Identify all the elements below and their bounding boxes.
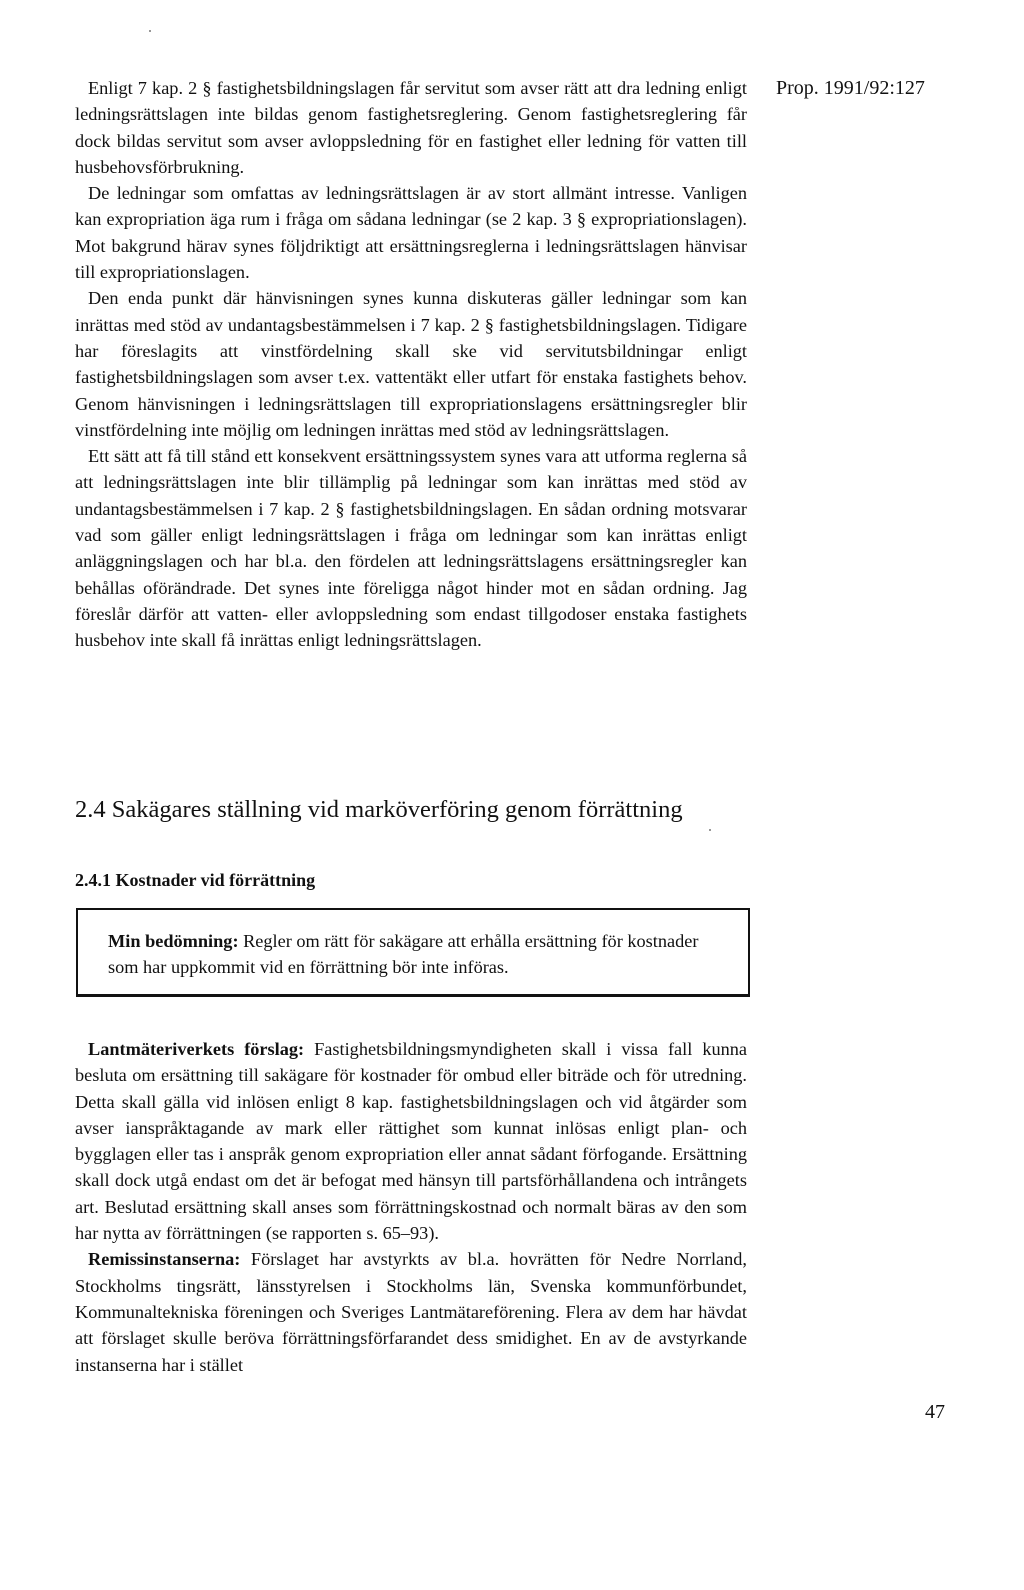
paragraph-label: Lantmäteriverkets förslag:: [88, 1039, 305, 1059]
paragraph: Ett sätt att få till stånd ett konsekvent ersättningssystem synes vara att utforma reglerna så att ledningsrättslagen inte blir tillämplig på ledningar som kan inrättas med stöd av undantagsbestämmelsen i 7 kap. 2 § fastighetsbildningslagen. En sådan ordning motsvarar vad som gäller enligt ledningsrättslagen i fråga om ledningar som kan inrättas enligt anläggningslagen och har bl.a. den fördelen att ledningsrättslagens ersättningsregler kan behållas oförändrade. Det synes inte föreligga något hinder mot en sådan ordning. Jag föreslår därför att vatten- eller avloppsledning som endast tillgodoser enstaka fastighets husbehov inte skall få inrättas enligt ledningsrättslagen.: [75, 446, 747, 651]
paragraph-body: Fastighetsbildningsmyndigheten skall i vissa fall kunna besluta om ersättning till sakägare för kostnader för ombud eller biträde och för utredning. Detta skall gälla vid inlösen enligt 8 kap. fastighetsbildningslagen och vid åtgärder som avser ianspråktagande av mark eller rättighet som kunnat inlösas enligt plan- och bygglagen eller tas i anspråk genom expropriation eller annat sådant förfogande. Ersättning skall dock utgå endast om det är befogat med hänsyn till partsförhållandena och intrångets art. Beslutad ersättning skall anses som förrättningskostnad och normalt bäras av den som har nytta av förrättningen (se rapporten s. 65–93).: [75, 1039, 747, 1244]
proposition-reference: Prop. 1991/92:127: [776, 77, 925, 99]
paragraph: De ledningar som omfattas av ledningsrättslagen är av stort allmänt intresse. Vanligen kan expropriation äga rum i fråga om sådana ledningar (se 2 kap. 3 § expropriationslagen). Mot bakgrund härav synes följdriktigt att ersättningsreglerna i ledningsrättslagen hänvisar till expropriationslagen.: [75, 183, 747, 283]
section-heading: 2.4 Sakägares ställning vid marköverföring genom förrättning: [75, 796, 683, 823]
assessment-label: Min bedömning:: [108, 931, 239, 951]
subsection-heading: 2.4.1 Kostnader vid förrättning: [75, 870, 316, 890]
paragraph: Enligt 7 kap. 2 § fastighetsbildningslagen får servitut som avser rätt att dra ledning enligt ledningsrättslagen inte bildas genom fastighetsreglering. Genom fastighetsreglering får dock bildas servitut som avser avloppsledning för en fastighet eller ledning för vatten till husbehovsförbrukning.: [75, 78, 747, 177]
scan-speck: [709, 829, 711, 831]
assessment-box: [76, 908, 750, 997]
paragraph-label: Remissinstanserna:: [88, 1249, 241, 1270]
scan-speck: [149, 30, 151, 32]
body-text-block: [75, 75, 747, 654]
paragraph: Den enda punkt där hänvisningen synes kunna diskuteras gäller ledningar som kan inrättas med stöd av undantagsbestämmelsen i 7 kap. 2 § fastighetsbildningslagen. Tidigare har föreslagits att vinstfördelning skall ske vid servitutsbildningar enligt fastighetsbildningslagen som avser t.ex. vattentäkt eller utfart för enstaka fastighets behov. Genom hänvisningen i ledningsrättslagen till expropriationslagens ersättningsregler blir vinstfördelning inte möjlig om ledningen inrättas med stöd av ledningsrättslagen.: [75, 288, 747, 440]
page-number: 47: [925, 1401, 945, 1423]
paragraph: [75, 1036, 747, 1246]
assessment-body: Regler om rätt för sakägare att erhålla ersättning för kostnader som har uppkommit vid en förrättning bör inte införas.: [108, 931, 699, 977]
assessment-text: [108, 928, 718, 980]
paragraph: [75, 1246, 747, 1377]
body-text-block: [75, 1036, 747, 1378]
paragraph-body: Förslaget har avstyrkts av bl.a. hovrätten för Nedre Norrland, Stockholms tingsrätt, länsstyrelsen i Stockholms län, Svenska kommunförbundet, Kommunaltekniska föreningen och Sveriges Lantmätareförening. Flera av dem har hävdat att förslaget skulle beröva förrättningsförfarandet dess smidighet. En av de avstyrkande instanserna har i stället: [75, 1249, 747, 1375]
